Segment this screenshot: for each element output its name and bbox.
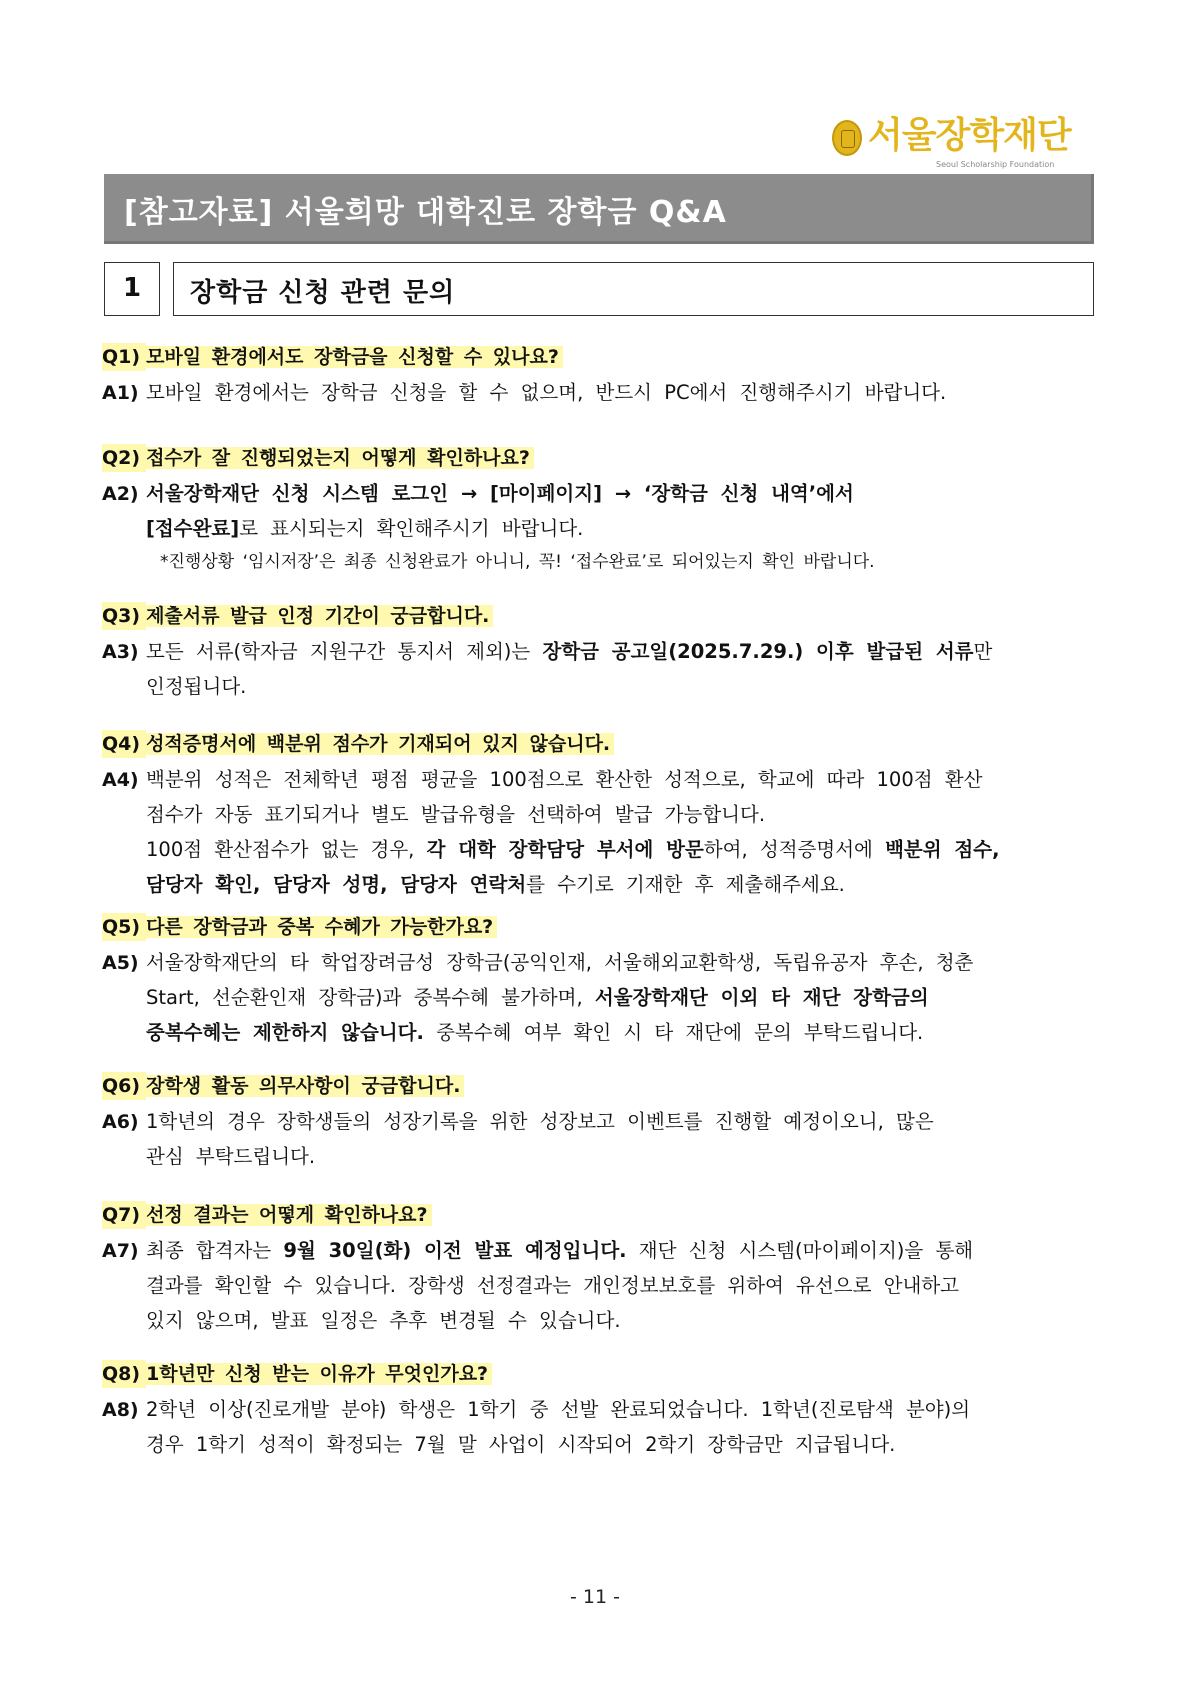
answer-line	[146, 1431, 895, 1459]
answer-text: 모든 서류(학자금 지원구간 통지서 제외)는	[146, 640, 543, 663]
answer-emphasis: 담당자 확인, 담당자 성명, 담당자 연락처	[146, 873, 527, 896]
answer-line	[146, 1307, 621, 1335]
answer-emphasis: 각 대학 장학담당 부서에 방문	[426, 838, 704, 861]
page-title: [참고자료] 서울희망 대학진로 장학금 Q&A	[124, 195, 727, 230]
question-6	[102, 1072, 464, 1102]
answer-line	[146, 871, 845, 899]
answer-text: 인정됩니다.	[146, 675, 247, 698]
answer-label: A3)	[102, 641, 139, 663]
section-header	[173, 262, 1094, 316]
question-3	[102, 602, 493, 632]
section-number: 1	[104, 262, 160, 316]
answer-text: 중복수혜 여부 확인 시 타 재단에 문의 부탁드립니다.	[423, 1021, 924, 1044]
answer-line	[146, 801, 765, 829]
answer-label: A4)	[102, 769, 139, 791]
answer-label: A2)	[102, 483, 139, 505]
answer-emphasis: 9월 30일(화) 이전 발표 예정입니다.	[283, 1239, 627, 1262]
answer-line	[146, 1396, 970, 1424]
section-title: 장학금 신청 관련 문의	[190, 278, 456, 308]
page-number: - 11 -	[570, 1586, 620, 1608]
question-7	[102, 1201, 432, 1231]
foundation-logo	[832, 112, 1071, 170]
question-1	[102, 343, 563, 373]
answer-text: 점수가 자동 표기되거나 별도 발급유형을 선택하여 발급 가능합니다.	[146, 803, 766, 826]
answer-text: 모바일 환경에서는 장학금 신청을 할 수 없으며, 반드시 PC에서 진행해주시기 바랍니다.	[146, 381, 947, 404]
question-label: Q1)	[102, 343, 146, 371]
question-4	[102, 730, 614, 760]
question-label: Q5)	[102, 913, 146, 941]
question-label: Q7)	[102, 1201, 146, 1229]
answer-line	[146, 638, 992, 666]
answer-text: 관심 부탁드립니다.	[146, 1145, 316, 1168]
logo-text: 서울장학재단	[868, 115, 1071, 156]
answer-line	[146, 379, 946, 407]
question-label: Q3)	[102, 602, 146, 630]
question-label: Q6)	[102, 1072, 146, 1100]
answer-text: 1학년의 경우 장학생들의 성장기록을 위한 성장보고 이벤트를 진행할 예정이오니, 많은	[146, 1110, 934, 1133]
answer-line	[146, 673, 246, 701]
seal-icon	[832, 120, 862, 156]
answer-note: *진행상황 ‘임시저장’은 최종 신청완료가 아니니, 꼭! ‘접수완료’로 되어있는지 확인 바랍니다.	[160, 552, 875, 572]
question-5	[102, 913, 497, 943]
page-title-bar	[104, 174, 1094, 244]
question-label: Q2)	[102, 444, 146, 472]
answer-line	[146, 1143, 315, 1171]
answer-label: A5)	[102, 952, 139, 974]
question-8	[102, 1360, 492, 1390]
answer-emphasis: 서울장학재단 신청 시스템 로그인 → [마이페이지] → ‘장학금 신청 내역’에서	[146, 482, 854, 505]
answer-label: A6)	[102, 1111, 139, 1133]
answer-text: 경우 1학기 성적이 확정되는 7월 말 사업이 시작되어 2학기 장학금만 지급됩니다.	[146, 1433, 896, 1456]
answer-label: A7)	[102, 1240, 139, 1262]
logo-subtitle: Seoul Scholarship Foundation	[936, 160, 1055, 169]
answer-text: 를 수기로 기재한 후 제출해주세요.	[526, 873, 845, 896]
answer-emphasis: 백분위 점수,	[885, 838, 1000, 861]
answer-text: 하여, 성적증명서에	[703, 838, 886, 861]
answer-text: 결과를 확인할 수 있습니다. 장학생 선정결과는 개인정보보호를 위하여 유선으로 안내하고	[146, 1274, 959, 1297]
answer-line	[146, 515, 583, 543]
question-text: 모바일 환경에서도 장학금을 신청할 수 있나요?	[146, 346, 563, 368]
answer-emphasis: 장학금 공고일(2025.7.29.) 이후 발급된 서류	[542, 640, 974, 663]
question-text: 다른 장학금과 중복 수혜가 가능한가요?	[146, 916, 497, 938]
answer-line	[146, 1019, 923, 1047]
answer-emphasis: [접수완료]	[146, 517, 240, 540]
question-text: 장학생 활동 의무사항이 궁금합니다.	[146, 1075, 464, 1097]
answer-text: Start, 선순환인재 장학금)과 중복수혜 불가하며,	[146, 986, 595, 1009]
question-text: 접수가 잘 진행되었는지 어떻게 확인하나요?	[146, 447, 534, 469]
question-2	[102, 444, 534, 474]
question-label: Q8)	[102, 1360, 146, 1388]
question-text: 1학년만 신청 받는 이유가 무엇인가요?	[146, 1363, 492, 1385]
answer-line	[146, 1272, 959, 1300]
answer-emphasis: 중복수혜는 제한하지 않습니다.	[146, 1021, 424, 1044]
answer-emphasis: 서울장학재단 이외 타 재단 장학금의	[594, 986, 929, 1009]
answer-line	[146, 949, 973, 977]
question-text: 제출서류 발급 인정 기간이 궁금합니다.	[146, 605, 493, 627]
answer-text: 백분위 성적은 전체학년 평점 평균을 100점으로 환산한 성적으로, 학교에 따라 100점 환산	[146, 768, 983, 791]
answer-text: 최종 합격자는	[146, 1239, 284, 1262]
answer-line	[146, 766, 982, 794]
answer-line	[146, 836, 999, 864]
answer-line	[146, 1108, 934, 1136]
answer-text: 만	[973, 640, 993, 663]
answer-text: 있지 않으며, 발표 일정은 추후 변경될 수 있습니다.	[146, 1309, 621, 1332]
question-text: 성적증명서에 백분위 점수가 기재되어 있지 않습니다.	[146, 733, 614, 755]
answer-label: A8)	[102, 1399, 139, 1421]
question-label: Q4)	[102, 730, 146, 758]
answer-label: A1)	[102, 382, 139, 404]
answer-text: 100점 환산점수가 없는 경우,	[146, 838, 427, 861]
answer-text: 서울장학재단의 타 학업장려금성 장학금(공익인재, 서울해외교환학생, 독립유공자 후손, 청춘	[146, 951, 974, 974]
answer-line	[146, 1237, 973, 1265]
answer-text: 로 표시되는지 확인해주시기 바랍니다.	[239, 517, 584, 540]
question-text: 선정 결과는 어떻게 확인하나요?	[146, 1204, 431, 1226]
answer-text: 2학년 이상(진로개발 분야) 학생은 1학기 중 선발 완료되었습니다. 1학년(진로탐색 분야)의	[146, 1398, 971, 1421]
answer-text: 재단 신청 시스템(마이페이지)을 통해	[626, 1239, 974, 1262]
answer-line	[146, 984, 929, 1012]
answer-line	[146, 480, 854, 508]
